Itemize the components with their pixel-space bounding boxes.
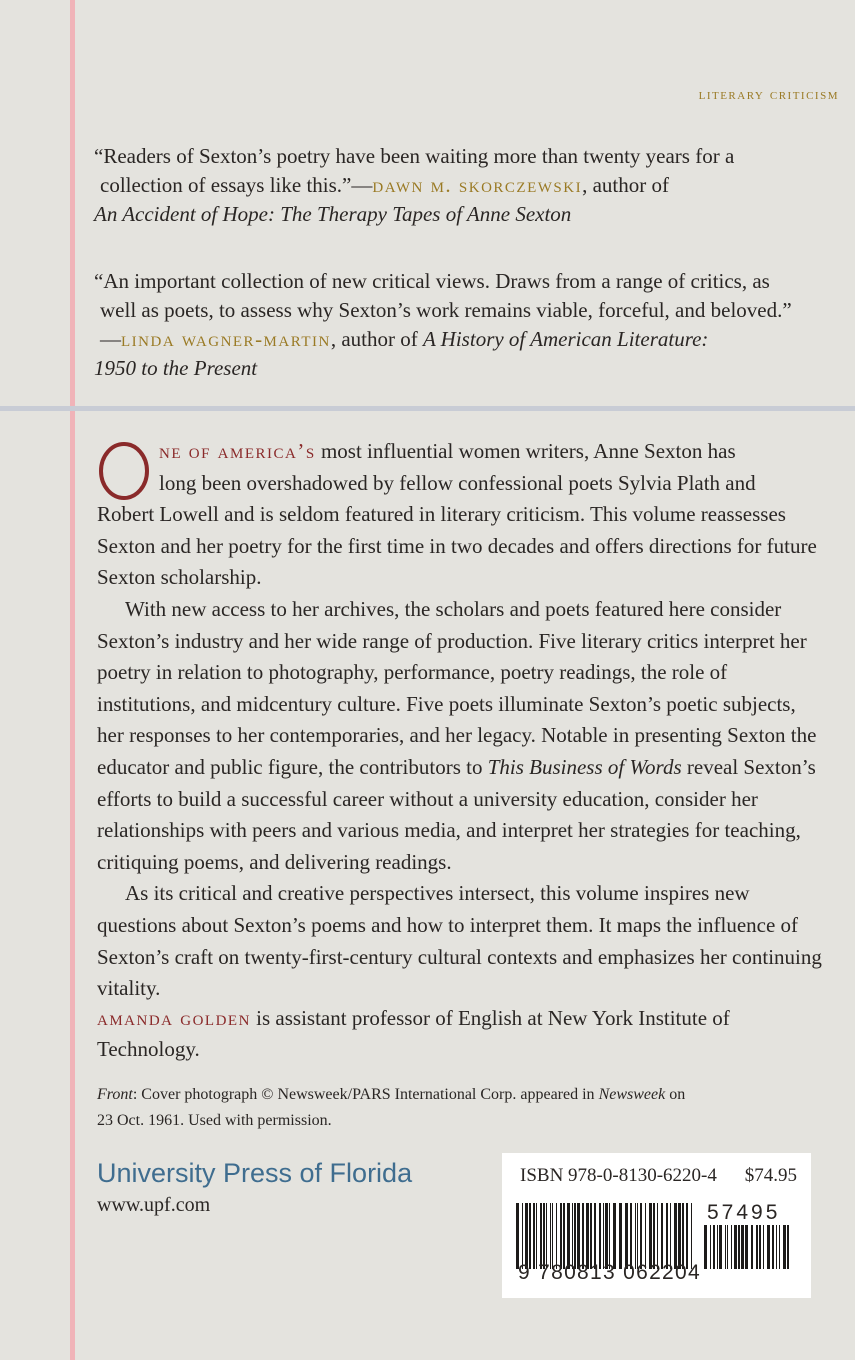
barcode-bar — [529, 1203, 531, 1269]
barcode-bar — [640, 1203, 642, 1269]
barcode-addon — [704, 1225, 790, 1269]
barcode-bar — [725, 1225, 726, 1269]
barcode-bar — [550, 1203, 551, 1269]
barcode-bar — [756, 1225, 758, 1269]
barcode-bar — [572, 1203, 573, 1269]
blurb-skorczewski — [94, 142, 839, 229]
dropcap-o — [97, 421, 155, 502]
author-bio: amanda golden is assistant professor of English at New York Institute of Technology. — [97, 1006, 730, 1061]
barcode-bar — [670, 1203, 671, 1269]
barcode-bar — [556, 1203, 557, 1269]
barcode-bar — [717, 1225, 718, 1269]
barcode-bar — [586, 1203, 589, 1269]
barcode-bar — [540, 1203, 542, 1269]
barcode-bar — [605, 1203, 608, 1269]
isbn-label: ISBN 978-0-8130-6220-4 — [520, 1165, 717, 1186]
barcode-bar — [603, 1203, 604, 1269]
barcode-bar — [619, 1203, 622, 1269]
barcode-digits: 9 780813 062204 — [518, 1261, 701, 1284]
barcode-bar — [783, 1225, 786, 1269]
barcode-bar — [751, 1225, 753, 1269]
barcode-bar — [779, 1225, 780, 1269]
barcode-bar — [776, 1225, 777, 1269]
barcode-bar — [594, 1203, 596, 1269]
addon-digits: 57495 — [707, 1201, 781, 1224]
barcode-bar — [563, 1203, 565, 1269]
description-paragraph: As its critical and creative perspectives intersect, this volume inspires new questions about Sexton’s poems and how to interpret them. It maps the influence of Sexton’s craft on twenty-first-century cultural contexts and emphasizes her continuing vitality. — [97, 881, 822, 1001]
barcode-panel — [502, 1153, 811, 1298]
svg-text:O: O — [97, 421, 113, 445]
barcode-bar — [719, 1225, 722, 1269]
barcode-bar — [787, 1225, 789, 1269]
barcode-bar — [727, 1225, 728, 1269]
barcode-bar — [738, 1225, 740, 1269]
barcode-bar — [599, 1203, 601, 1269]
barcode-bar — [734, 1225, 737, 1269]
blurb-line: collection of essays like this.”—dawn m. skorczewski, author of — [100, 173, 669, 197]
barcode-bar — [635, 1203, 636, 1269]
book-title: This Business of Words — [487, 754, 682, 779]
blurb-line: “Readers of Sexton’s poetry have been waiting more than twenty years for a — [94, 144, 735, 168]
barcode-bar — [590, 1203, 592, 1269]
barcode-bar — [533, 1203, 535, 1269]
barcode-bar — [630, 1203, 632, 1269]
barcode-bar — [653, 1203, 655, 1269]
barcode-bar — [609, 1203, 610, 1269]
category-label: literary criticism — [698, 86, 839, 103]
barcode-bar — [637, 1203, 638, 1269]
description-paragraph: Robert Lowell and is seldom featured in literary criticism. This volume reassesses Sexton and her poetry for the first time in two decades and offers directions for future Sexton scholarship. — [97, 502, 817, 590]
blurb-book-title: A History of American Literature: — [422, 327, 709, 351]
section-divider — [0, 406, 855, 411]
barcode-bar — [713, 1225, 715, 1269]
barcode-bar — [582, 1203, 584, 1269]
barcode-bar — [577, 1203, 580, 1269]
barcode-bar — [552, 1203, 553, 1269]
barcode-bar — [645, 1203, 646, 1269]
barcode-bar — [613, 1203, 616, 1269]
barcode-bar — [682, 1203, 684, 1269]
barcode-bar — [741, 1225, 744, 1269]
editor-name: amanda golden — [97, 1006, 251, 1030]
blurb-line: —linda wagner-martin, author of A History of American Literature: — [100, 327, 709, 351]
blurb-book-title-cont: 1950 to the Present — [94, 356, 258, 380]
blurb-line: well as poets, to assess why Sexton’s work remains viable, forceful, and beloved.” — [100, 298, 792, 322]
barcode-bar — [657, 1203, 658, 1269]
price-label: $74.95 — [744, 1165, 797, 1186]
blurb-author: dawn m. skorczewski — [372, 173, 583, 197]
barcode-bar — [516, 1203, 519, 1269]
blurb-wagner-martin — [94, 267, 839, 383]
barcode-bar — [763, 1225, 764, 1269]
barcode-bar — [567, 1203, 570, 1269]
blurb-author: linda wagner-martin — [121, 327, 331, 351]
blurb-line: “An important collection of new critical views. Draws from a range of critics, as — [94, 269, 770, 293]
barcode-bar — [745, 1225, 748, 1269]
dropcap-lead: ne of america’s — [159, 439, 316, 463]
barcode-bar — [525, 1203, 528, 1269]
publisher-url: www.upf.com — [97, 1194, 211, 1216]
barcode-bar — [661, 1203, 663, 1269]
barcode-bar — [691, 1203, 692, 1269]
margin-rule-vertical — [70, 0, 75, 1360]
barcode-bar — [546, 1203, 547, 1269]
barcode-bar — [625, 1203, 628, 1269]
book-description — [97, 421, 822, 1005]
barcode-bar — [522, 1203, 523, 1269]
cover-credit: Front: Cover photograph © Newsweek/PARS International Corp. appeared in Newsweek on 23 Oct. 1961. Used with permission. — [97, 1086, 686, 1129]
barcode-bar — [731, 1225, 732, 1269]
description-paragraph: With new access to her archives, the scholars and poets featured here consider Sexton’s industry and her wide range of production. Five literary critics interpret her poetry in relation to photography, performance, poetry readings, the role of institutions, and midcentury culture. Five poets illuminate Sexton’s poetic subjects, her responses to her contemporaries, and her legacy. Notable in presenting Sexton the educator and public figure, the contributors to This Business of Words reveal Sexton’s efforts to build a successful career without a university education, consider her relationships with peers and various media, and interpret her strategies for teaching, critiquing poems, and delivering readings. — [97, 596, 817, 874]
barcode-bar — [710, 1225, 711, 1269]
barcode-bar — [560, 1203, 562, 1269]
barcode-bar — [674, 1203, 677, 1269]
barcode-bar — [759, 1225, 761, 1269]
barcode-bar — [649, 1203, 652, 1269]
barcode-bar — [666, 1203, 668, 1269]
barcode-bar — [704, 1225, 707, 1269]
description-paragraph: O ne of america’s most influential women writers, Anne Sexton has long been overshadowed by fellow confessional poets Sylvia Plath and — [97, 436, 822, 499]
barcode-bar — [574, 1203, 576, 1269]
publisher-name: University Press of Florida — [97, 1158, 413, 1188]
barcode-bar — [772, 1225, 774, 1269]
barcode-bar — [678, 1203, 681, 1269]
barcode-bar — [686, 1203, 688, 1269]
barcode-bar — [536, 1203, 537, 1269]
barcode-bar — [767, 1225, 770, 1269]
barcode-bar — [543, 1203, 545, 1269]
blurb-book-title: An Accident of Hope: The Therapy Tapes of Anne Sexton — [94, 202, 572, 226]
barcode-ean13 — [516, 1203, 696, 1269]
